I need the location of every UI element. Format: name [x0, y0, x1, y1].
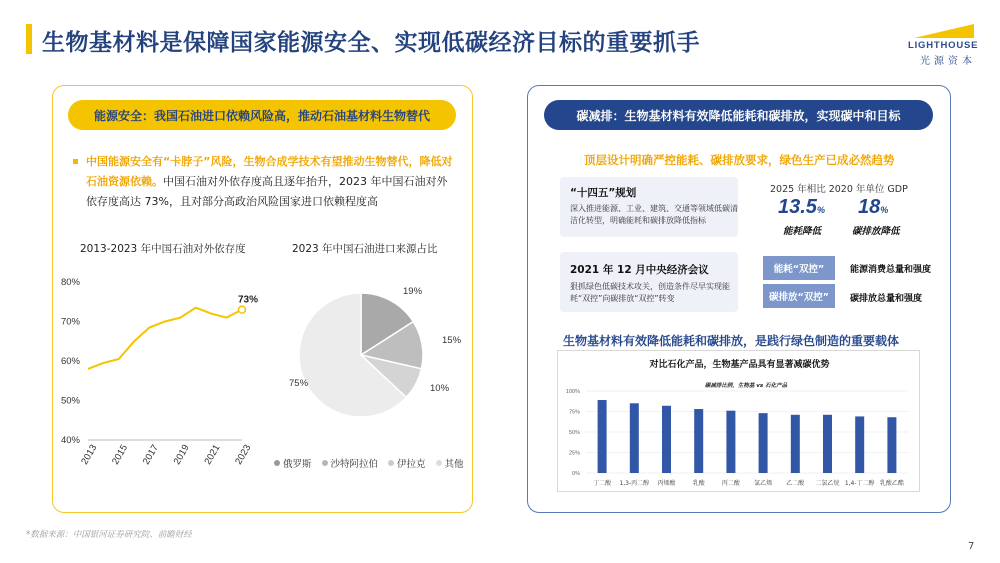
y-tick-label: 50%: [60, 395, 80, 407]
bar: [855, 416, 864, 473]
carbon-reduction-bar-chart-box: [557, 350, 920, 492]
title-accent-bar: [26, 24, 32, 54]
legend-label: 俄罗斯: [283, 459, 312, 470]
x-category-label: 二氯乙烷: [815, 480, 840, 487]
five-year-plan-card: [560, 177, 738, 237]
legend-swatch: [436, 460, 442, 466]
bar: [598, 400, 607, 473]
bar: [694, 409, 703, 473]
carbon-reduction-pill: 碳减排：生物基材料有效降低能耗和碳排放，实现碳中和目标: [544, 100, 933, 130]
paragraph-highlight: 中国能源安全有“卡脖子”风险，生物合成学技术有望推动生物替代，降低对石油资源依赖。: [86, 155, 453, 188]
bullet-icon: [73, 159, 78, 164]
x-tick-label: 2023: [233, 442, 254, 467]
legend-item: [274, 456, 312, 470]
x-category-label: 1,3-丙二醇: [619, 480, 650, 487]
gdp-label: 2025 年相比 2020 年单位 GDP: [770, 184, 908, 195]
legend-item: [322, 456, 379, 470]
end-value-label: 73%: [237, 294, 259, 306]
economic-conference-card: [560, 252, 738, 312]
carbon-reduction-value: 18%: [858, 196, 889, 218]
policy-subheading: 顶层设计明确严控能耗、碳排放要求，绿色生产已成必然趋势: [584, 153, 895, 167]
x-tick-label: 2019: [171, 442, 192, 467]
energy-security-pill: 能源安全：我国石油进口依赖风险高，推动石油基材料生物替代: [68, 100, 456, 130]
page-number: 7: [968, 541, 975, 552]
legend-label: 沙特阿拉伯: [330, 459, 379, 470]
bar: [759, 413, 768, 473]
x-category-label: 乳酸乙酯: [879, 480, 904, 487]
carbon-dual-control-tag: 碳排放“双控”: [763, 284, 835, 308]
y-tick-label: 60%: [60, 356, 80, 367]
carbon-reduction-bar-chart: [558, 351, 921, 493]
bar: [662, 406, 671, 473]
bar: [791, 415, 800, 473]
y-tick-label: 70%: [60, 316, 80, 328]
y-tick-label: 25%: [568, 450, 580, 457]
bar: [726, 411, 735, 473]
pie-value-label: 19%: [403, 286, 423, 297]
y-tick-label: 50%: [568, 430, 580, 436]
x-tick-label: 2021: [202, 442, 223, 467]
x-category-label: 丁二酸: [593, 480, 612, 487]
page-title: 生物基材料是保障国家能源安全、实现低碳经济目标的重要抓手: [42, 30, 700, 56]
oil-import-pie-chart: [275, 280, 465, 470]
energy-dual-control-tag: 能耗“双控”: [763, 256, 835, 280]
energy-reduction-value: 13.5%: [778, 196, 825, 218]
logo-text-cn: 光源资本: [920, 56, 976, 67]
x-category-label: 丙二酸: [721, 480, 740, 487]
legend-label: 其他: [444, 459, 464, 470]
data-source-note: *数据来源：中国银河证券研究院、前瞻财经: [26, 530, 192, 540]
dependency-series-line: [88, 308, 242, 369]
bar: [887, 417, 896, 473]
line-chart-title: 2013-2023 年中国石油对外依存度: [80, 243, 246, 255]
bar: [823, 415, 832, 473]
x-category-label: 氯乙烯: [754, 480, 773, 487]
bar-chart-heading: 对比石化产品，生物基产品具有显著减碳优势: [649, 360, 830, 370]
end-point-marker: [239, 306, 246, 313]
x-tick-label: 2015: [110, 442, 131, 467]
legend-swatch: [322, 460, 328, 466]
energy-security-paragraph: [86, 152, 458, 212]
card-title: 2021 年 12 月中央经济会议: [570, 264, 709, 276]
legend-label: 伊拉克: [397, 459, 426, 470]
x-category-label: 乳酸: [692, 480, 705, 487]
legend-swatch: [274, 460, 280, 466]
green-manufacturing-subheading: 生物基材料有效降低能耗和碳排放，是践行绿色制造的重要载体: [563, 334, 900, 348]
y-tick-label: 75%: [568, 409, 580, 416]
carbon-reduction-caption: 碳排放降低: [852, 226, 900, 237]
logo-text-en: LIGHTHOUSE: [908, 40, 979, 51]
pie-value-label: 15%: [442, 335, 462, 346]
pie-chart-title: 2023 年中国石油进口来源占比: [292, 243, 438, 255]
x-category-label: 乙二酸: [786, 480, 805, 487]
x-category-label: 丙烯酸: [657, 480, 676, 487]
card-text: 深入推进能源、工业、建筑、交通等领域低碳清洁化转型，明确能耗和碳排放降低指标: [570, 204, 738, 225]
carbon-dual-control-desc: 碳排放总量和强度: [850, 294, 923, 304]
x-tick-label: 2017: [140, 442, 161, 467]
y-tick-label: 80%: [60, 277, 80, 288]
legend-item: [388, 456, 426, 470]
paragraph-body: 中国石油对外依存度高且逐年抬升，2023 年中国石油对外依存度高达 73%，且对部分高政治风险国家进口依赖程度高: [86, 175, 448, 208]
legend-swatch: [388, 460, 394, 466]
legend-item: [436, 456, 464, 470]
energy-reduction-caption: 能耗降低: [783, 226, 822, 237]
logo-beam-shape: [914, 24, 974, 38]
card-title: “十四五”规划: [570, 187, 637, 199]
pie-value-label: 10%: [430, 383, 450, 394]
y-tick-label: 0%: [572, 471, 580, 477]
card-text: 狠抓绿色低碳技术攻关，创造条件尽早实现能耗“双控”向碳排放“双控”转变: [570, 282, 730, 303]
pie-legend: [274, 456, 464, 470]
bar: [630, 403, 639, 473]
oil-dependency-line-chart: [54, 268, 274, 478]
pie-value-label: 75%: [289, 378, 309, 389]
energy-dual-control-desc: 能源消费总量和强度: [850, 265, 932, 275]
x-tick-label: 2013: [79, 442, 100, 467]
y-tick-label: 100%: [565, 389, 580, 395]
x-category-label: 1,4-丁二醇: [844, 480, 875, 487]
y-tick-label: 40%: [60, 435, 80, 446]
bar-inner-title: 碳减排比例，生物基 vs 石化产品: [704, 383, 788, 389]
